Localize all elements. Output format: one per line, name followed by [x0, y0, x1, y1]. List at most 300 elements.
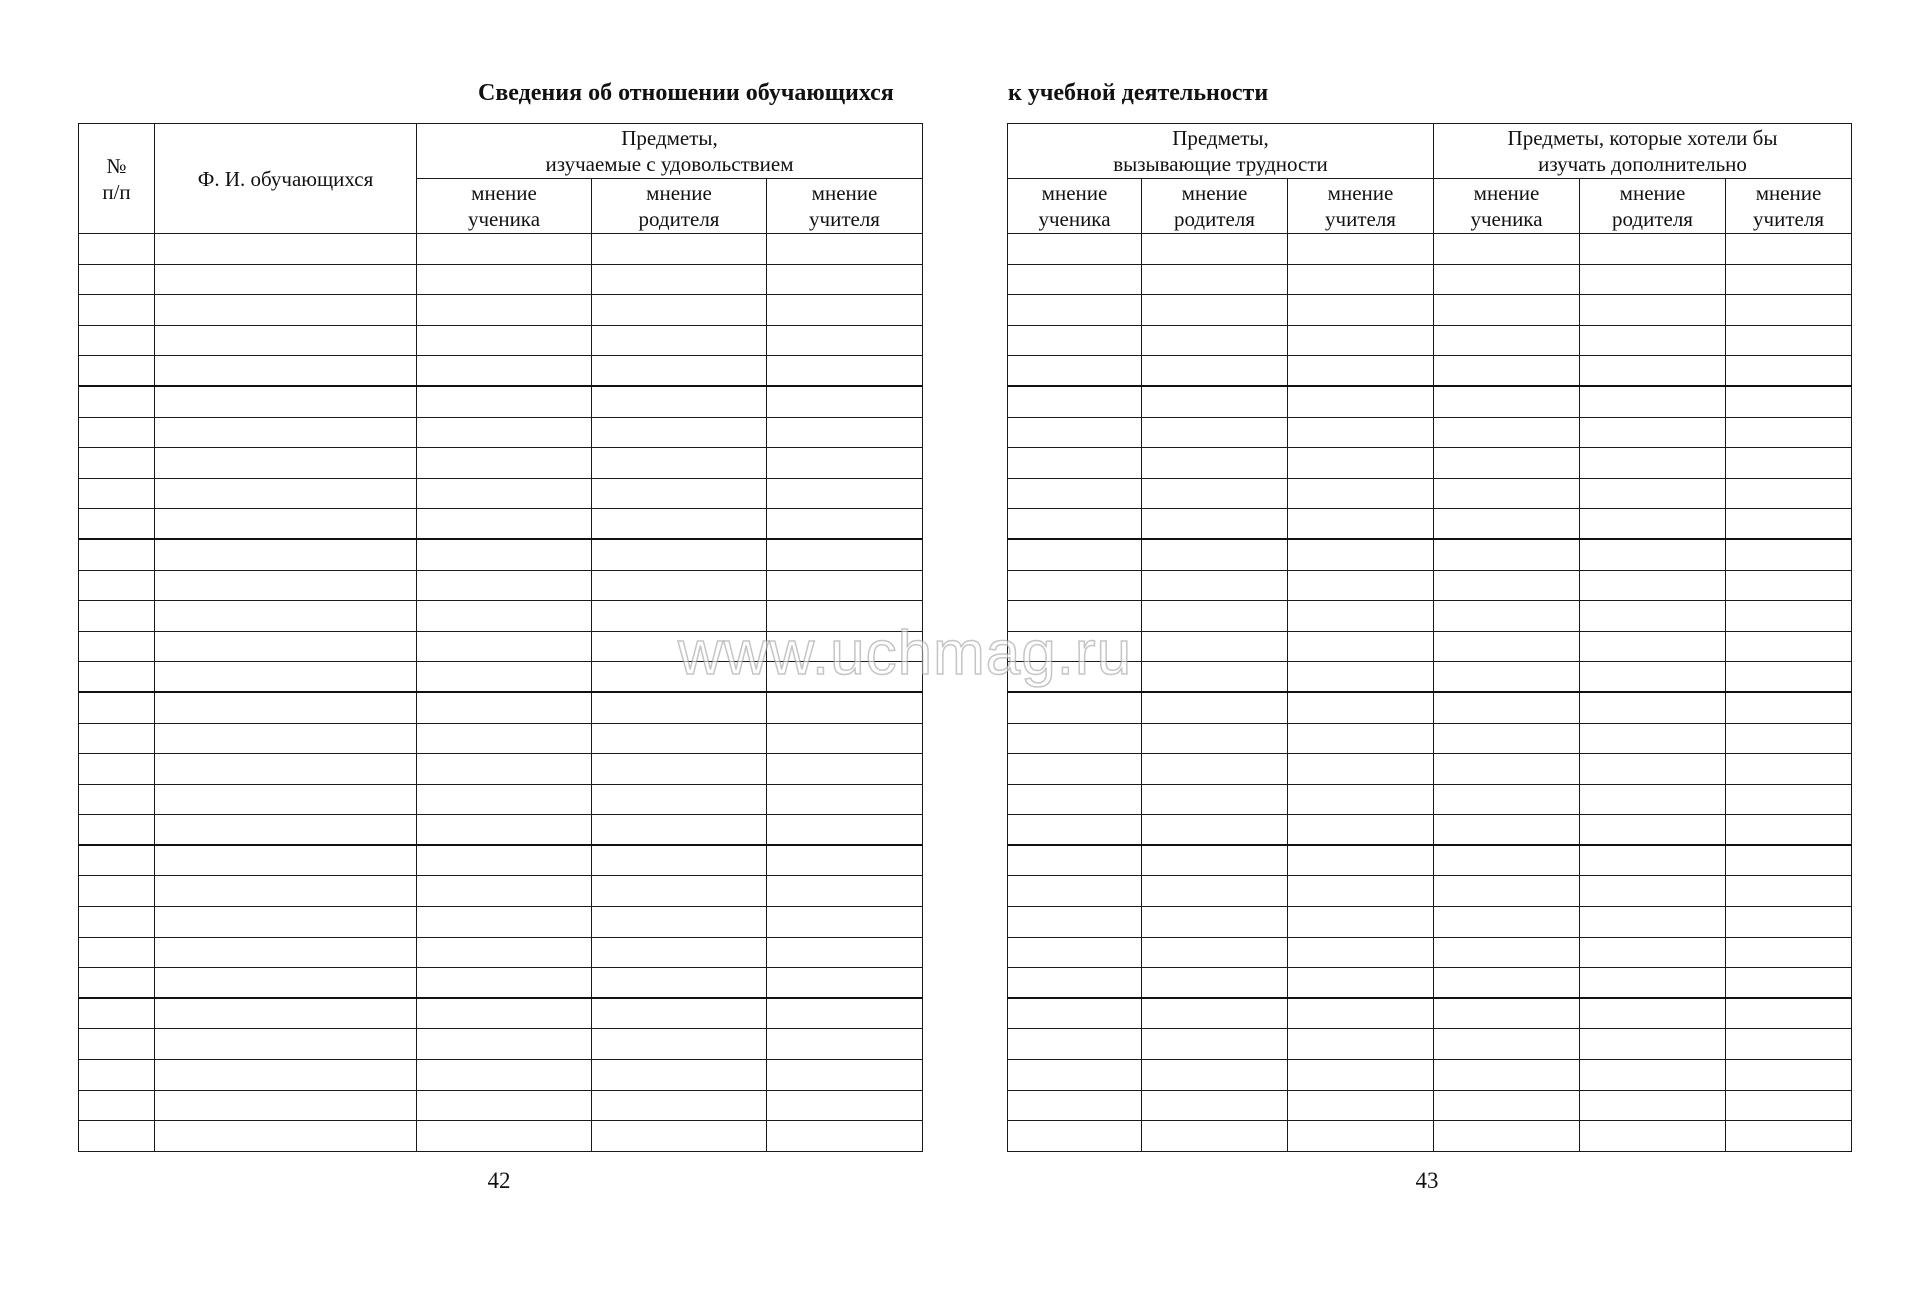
entry-cell[interactable]	[1726, 570, 1852, 601]
entry-cell[interactable]	[767, 570, 923, 601]
entry-cell[interactable]	[1726, 1090, 1852, 1121]
entry-cell[interactable]	[79, 509, 155, 540]
entry-cell[interactable]	[1008, 754, 1142, 785]
entry-cell[interactable]	[155, 570, 417, 601]
entry-cell[interactable]	[767, 386, 923, 417]
entry-cell[interactable]	[1580, 539, 1726, 570]
entry-cell[interactable]	[1288, 1090, 1434, 1121]
entry-cell[interactable]	[417, 478, 592, 509]
entry-cell[interactable]	[1726, 356, 1852, 387]
entry-cell[interactable]	[1434, 754, 1580, 785]
entry-cell[interactable]	[1008, 234, 1142, 265]
entry-cell[interactable]	[417, 1029, 592, 1060]
entry-cell[interactable]	[155, 325, 417, 356]
entry-cell[interactable]	[1726, 386, 1852, 417]
entry-cell[interactable]	[1288, 937, 1434, 968]
entry-cell[interactable]	[1726, 448, 1852, 479]
entry-cell[interactable]	[767, 631, 923, 662]
entry-cell[interactable]	[1434, 1121, 1580, 1152]
entry-cell[interactable]	[1008, 264, 1142, 295]
entry-cell[interactable]	[592, 662, 767, 693]
entry-cell[interactable]	[1434, 325, 1580, 356]
entry-cell[interactable]	[79, 876, 155, 907]
entry-cell[interactable]	[1008, 784, 1142, 815]
entry-cell[interactable]	[1142, 1121, 1288, 1152]
entry-cell[interactable]	[1726, 662, 1852, 693]
entry-cell[interactable]	[767, 264, 923, 295]
entry-cell[interactable]	[1008, 876, 1142, 907]
entry-cell[interactable]	[79, 234, 155, 265]
entry-cell[interactable]	[767, 692, 923, 723]
entry-cell[interactable]	[1142, 968, 1288, 999]
entry-cell[interactable]	[1142, 845, 1288, 876]
entry-cell[interactable]	[592, 356, 767, 387]
entry-cell[interactable]	[1434, 448, 1580, 479]
entry-cell[interactable]	[1142, 723, 1288, 754]
entry-cell[interactable]	[1580, 907, 1726, 938]
entry-cell[interactable]	[155, 1060, 417, 1091]
entry-cell[interactable]	[1008, 295, 1142, 326]
entry-cell[interactable]	[79, 907, 155, 938]
entry-cell[interactable]	[1008, 998, 1142, 1029]
entry-cell[interactable]	[1434, 539, 1580, 570]
entry-cell[interactable]	[1142, 417, 1288, 448]
entry-cell[interactable]	[417, 723, 592, 754]
entry-cell[interactable]	[1008, 325, 1142, 356]
entry-cell[interactable]	[79, 539, 155, 570]
entry-cell[interactable]	[767, 968, 923, 999]
entry-cell[interactable]	[155, 815, 417, 846]
entry-cell[interactable]	[155, 601, 417, 632]
entry-cell[interactable]	[417, 356, 592, 387]
entry-cell[interactable]	[1580, 570, 1726, 601]
entry-cell[interactable]	[592, 448, 767, 479]
entry-cell[interactable]	[767, 509, 923, 540]
entry-cell[interactable]	[1580, 448, 1726, 479]
entry-cell[interactable]	[767, 295, 923, 326]
entry-cell[interactable]	[1580, 356, 1726, 387]
entry-cell[interactable]	[592, 325, 767, 356]
entry-cell[interactable]	[767, 754, 923, 785]
entry-cell[interactable]	[1434, 295, 1580, 326]
entry-cell[interactable]	[1580, 264, 1726, 295]
entry-cell[interactable]	[1008, 448, 1142, 479]
entry-cell[interactable]	[592, 876, 767, 907]
entry-cell[interactable]	[155, 264, 417, 295]
entry-cell[interactable]	[155, 295, 417, 326]
entry-cell[interactable]	[1434, 1029, 1580, 1060]
entry-cell[interactable]	[592, 968, 767, 999]
entry-cell[interactable]	[1008, 845, 1142, 876]
entry-cell[interactable]	[1288, 1060, 1434, 1091]
entry-cell[interactable]	[1726, 1121, 1852, 1152]
entry-cell[interactable]	[767, 448, 923, 479]
entry-cell[interactable]	[79, 295, 155, 326]
entry-cell[interactable]	[1726, 784, 1852, 815]
entry-cell[interactable]	[1434, 631, 1580, 662]
entry-cell[interactable]	[1580, 937, 1726, 968]
entry-cell[interactable]	[1434, 570, 1580, 601]
entry-cell[interactable]	[592, 723, 767, 754]
entry-cell[interactable]	[592, 234, 767, 265]
entry-cell[interactable]	[417, 631, 592, 662]
entry-cell[interactable]	[1434, 907, 1580, 938]
entry-cell[interactable]	[1726, 478, 1852, 509]
entry-cell[interactable]	[1288, 692, 1434, 723]
entry-cell[interactable]	[767, 1029, 923, 1060]
entry-cell[interactable]	[1288, 662, 1434, 693]
entry-cell[interactable]	[1288, 234, 1434, 265]
entry-cell[interactable]	[767, 876, 923, 907]
entry-cell[interactable]	[1008, 1029, 1142, 1060]
entry-cell[interactable]	[1726, 539, 1852, 570]
entry-cell[interactable]	[1434, 937, 1580, 968]
entry-cell[interactable]	[1142, 234, 1288, 265]
entry-cell[interactable]	[79, 1060, 155, 1091]
entry-cell[interactable]	[1726, 325, 1852, 356]
entry-cell[interactable]	[1288, 815, 1434, 846]
entry-cell[interactable]	[1726, 968, 1852, 999]
entry-cell[interactable]	[1288, 631, 1434, 662]
entry-cell[interactable]	[1726, 937, 1852, 968]
entry-cell[interactable]	[417, 815, 592, 846]
entry-cell[interactable]	[1434, 234, 1580, 265]
entry-cell[interactable]	[79, 723, 155, 754]
entry-cell[interactable]	[1580, 784, 1726, 815]
entry-cell[interactable]	[1726, 815, 1852, 846]
entry-cell[interactable]	[592, 631, 767, 662]
entry-cell[interactable]	[1008, 937, 1142, 968]
entry-cell[interactable]	[767, 1090, 923, 1121]
entry-cell[interactable]	[155, 754, 417, 785]
entry-cell[interactable]	[1288, 1029, 1434, 1060]
entry-cell[interactable]	[592, 907, 767, 938]
entry-cell[interactable]	[1008, 1060, 1142, 1091]
entry-cell[interactable]	[1726, 876, 1852, 907]
entry-cell[interactable]	[155, 937, 417, 968]
entry-cell[interactable]	[79, 356, 155, 387]
entry-cell[interactable]	[1142, 448, 1288, 479]
entry-cell[interactable]	[1288, 478, 1434, 509]
entry-cell[interactable]	[1142, 1060, 1288, 1091]
entry-cell[interactable]	[1008, 539, 1142, 570]
entry-cell[interactable]	[79, 325, 155, 356]
entry-cell[interactable]	[1434, 509, 1580, 540]
entry-cell[interactable]	[1142, 386, 1288, 417]
entry-cell[interactable]	[1580, 692, 1726, 723]
entry-cell[interactable]	[1726, 234, 1852, 265]
entry-cell[interactable]	[79, 631, 155, 662]
entry-cell[interactable]	[155, 876, 417, 907]
entry-cell[interactable]	[1142, 754, 1288, 785]
entry-cell[interactable]	[155, 539, 417, 570]
entry-cell[interactable]	[79, 692, 155, 723]
entry-cell[interactable]	[417, 386, 592, 417]
entry-cell[interactable]	[1142, 692, 1288, 723]
entry-cell[interactable]	[1288, 723, 1434, 754]
entry-cell[interactable]	[1008, 356, 1142, 387]
entry-cell[interactable]	[1434, 386, 1580, 417]
entry-cell[interactable]	[1726, 631, 1852, 662]
entry-cell[interactable]	[592, 1029, 767, 1060]
entry-cell[interactable]	[1288, 264, 1434, 295]
entry-cell[interactable]	[1580, 631, 1726, 662]
entry-cell[interactable]	[1288, 907, 1434, 938]
entry-cell[interactable]	[592, 386, 767, 417]
entry-cell[interactable]	[79, 478, 155, 509]
entry-cell[interactable]	[1434, 417, 1580, 448]
entry-cell[interactable]	[592, 937, 767, 968]
entry-cell[interactable]	[1434, 1060, 1580, 1091]
entry-cell[interactable]	[1288, 570, 1434, 601]
entry-cell[interactable]	[1726, 601, 1852, 632]
entry-cell[interactable]	[155, 356, 417, 387]
entry-cell[interactable]	[592, 509, 767, 540]
entry-cell[interactable]	[1580, 815, 1726, 846]
entry-cell[interactable]	[79, 1029, 155, 1060]
entry-cell[interactable]	[1008, 386, 1142, 417]
entry-cell[interactable]	[155, 631, 417, 662]
entry-cell[interactable]	[1288, 998, 1434, 1029]
entry-cell[interactable]	[155, 998, 417, 1029]
entry-cell[interactable]	[1288, 325, 1434, 356]
entry-cell[interactable]	[1008, 1121, 1142, 1152]
entry-cell[interactable]	[417, 876, 592, 907]
entry-cell[interactable]	[1142, 815, 1288, 846]
entry-cell[interactable]	[1726, 417, 1852, 448]
entry-cell[interactable]	[767, 998, 923, 1029]
entry-cell[interactable]	[1580, 723, 1726, 754]
entry-cell[interactable]	[79, 417, 155, 448]
entry-cell[interactable]	[417, 662, 592, 693]
entry-cell[interactable]	[1726, 845, 1852, 876]
entry-cell[interactable]	[1008, 1090, 1142, 1121]
entry-cell[interactable]	[592, 754, 767, 785]
entry-cell[interactable]	[79, 386, 155, 417]
entry-cell[interactable]	[1580, 998, 1726, 1029]
entry-cell[interactable]	[1434, 692, 1580, 723]
entry-cell[interactable]	[1580, 478, 1726, 509]
entry-cell[interactable]	[767, 784, 923, 815]
entry-cell[interactable]	[1288, 968, 1434, 999]
entry-cell[interactable]	[767, 937, 923, 968]
entry-cell[interactable]	[79, 784, 155, 815]
entry-cell[interactable]	[767, 1121, 923, 1152]
entry-cell[interactable]	[1288, 448, 1434, 479]
entry-cell[interactable]	[1434, 845, 1580, 876]
entry-cell[interactable]	[417, 264, 592, 295]
entry-cell[interactable]	[1142, 1029, 1288, 1060]
entry-cell[interactable]	[155, 968, 417, 999]
entry-cell[interactable]	[417, 509, 592, 540]
entry-cell[interactable]	[1008, 478, 1142, 509]
entry-cell[interactable]	[1288, 845, 1434, 876]
entry-cell[interactable]	[1434, 876, 1580, 907]
entry-cell[interactable]	[1288, 876, 1434, 907]
entry-cell[interactable]	[1288, 601, 1434, 632]
entry-cell[interactable]	[417, 539, 592, 570]
entry-cell[interactable]	[592, 478, 767, 509]
entry-cell[interactable]	[1288, 417, 1434, 448]
entry-cell[interactable]	[79, 264, 155, 295]
entry-cell[interactable]	[155, 907, 417, 938]
entry-cell[interactable]	[155, 417, 417, 448]
entry-cell[interactable]	[1580, 1121, 1726, 1152]
entry-cell[interactable]	[1434, 662, 1580, 693]
entry-cell[interactable]	[767, 539, 923, 570]
entry-cell[interactable]	[79, 662, 155, 693]
entry-cell[interactable]	[592, 1060, 767, 1091]
entry-cell[interactable]	[1008, 907, 1142, 938]
entry-cell[interactable]	[592, 815, 767, 846]
entry-cell[interactable]	[767, 417, 923, 448]
entry-cell[interactable]	[1008, 631, 1142, 662]
entry-cell[interactable]	[417, 1121, 592, 1152]
entry-cell[interactable]	[155, 478, 417, 509]
entry-cell[interactable]	[1580, 1090, 1726, 1121]
entry-cell[interactable]	[1288, 1121, 1434, 1152]
entry-cell[interactable]	[1434, 478, 1580, 509]
entry-cell[interactable]	[1434, 998, 1580, 1029]
entry-cell[interactable]	[592, 539, 767, 570]
entry-cell[interactable]	[1580, 1029, 1726, 1060]
entry-cell[interactable]	[767, 601, 923, 632]
entry-cell[interactable]	[155, 784, 417, 815]
entry-cell[interactable]	[1726, 692, 1852, 723]
entry-cell[interactable]	[417, 325, 592, 356]
entry-cell[interactable]	[1726, 998, 1852, 1029]
entry-cell[interactable]	[1008, 662, 1142, 693]
entry-cell[interactable]	[767, 907, 923, 938]
entry-cell[interactable]	[592, 1121, 767, 1152]
entry-cell[interactable]	[592, 1090, 767, 1121]
entry-cell[interactable]	[767, 815, 923, 846]
entry-cell[interactable]	[767, 723, 923, 754]
entry-cell[interactable]	[1580, 968, 1726, 999]
entry-cell[interactable]	[1580, 662, 1726, 693]
entry-cell[interactable]	[1726, 295, 1852, 326]
entry-cell[interactable]	[155, 1090, 417, 1121]
entry-cell[interactable]	[155, 509, 417, 540]
entry-cell[interactable]	[1008, 570, 1142, 601]
entry-cell[interactable]	[155, 723, 417, 754]
entry-cell[interactable]	[592, 998, 767, 1029]
entry-cell[interactable]	[1580, 325, 1726, 356]
entry-cell[interactable]	[1434, 815, 1580, 846]
entry-cell[interactable]	[1008, 509, 1142, 540]
entry-cell[interactable]	[1434, 968, 1580, 999]
entry-cell[interactable]	[155, 234, 417, 265]
entry-cell[interactable]	[1434, 1090, 1580, 1121]
entry-cell[interactable]	[1008, 723, 1142, 754]
entry-cell[interactable]	[1726, 509, 1852, 540]
entry-cell[interactable]	[1580, 1060, 1726, 1091]
entry-cell[interactable]	[1580, 876, 1726, 907]
entry-cell[interactable]	[417, 692, 592, 723]
entry-cell[interactable]	[1434, 784, 1580, 815]
entry-cell[interactable]	[767, 234, 923, 265]
entry-cell[interactable]	[1142, 631, 1288, 662]
entry-cell[interactable]	[1580, 386, 1726, 417]
entry-cell[interactable]	[1142, 295, 1288, 326]
entry-cell[interactable]	[1142, 907, 1288, 938]
entry-cell[interactable]	[1142, 876, 1288, 907]
entry-cell[interactable]	[1726, 1029, 1852, 1060]
entry-cell[interactable]	[417, 234, 592, 265]
entry-cell[interactable]	[417, 968, 592, 999]
entry-cell[interactable]	[417, 570, 592, 601]
entry-cell[interactable]	[1142, 356, 1288, 387]
entry-cell[interactable]	[1580, 845, 1726, 876]
entry-cell[interactable]	[767, 845, 923, 876]
entry-cell[interactable]	[1142, 937, 1288, 968]
entry-cell[interactable]	[767, 662, 923, 693]
entry-cell[interactable]	[1142, 264, 1288, 295]
entry-cell[interactable]	[1288, 754, 1434, 785]
entry-cell[interactable]	[1434, 601, 1580, 632]
entry-cell[interactable]	[1726, 907, 1852, 938]
entry-cell[interactable]	[767, 356, 923, 387]
entry-cell[interactable]	[1726, 264, 1852, 295]
entry-cell[interactable]	[592, 784, 767, 815]
entry-cell[interactable]	[417, 448, 592, 479]
entry-cell[interactable]	[1580, 601, 1726, 632]
entry-cell[interactable]	[767, 325, 923, 356]
entry-cell[interactable]	[79, 570, 155, 601]
entry-cell[interactable]	[155, 1029, 417, 1060]
entry-cell[interactable]	[155, 1121, 417, 1152]
entry-cell[interactable]	[79, 1121, 155, 1152]
entry-cell[interactable]	[1288, 386, 1434, 417]
entry-cell[interactable]	[1142, 539, 1288, 570]
entry-cell[interactable]	[417, 998, 592, 1029]
entry-cell[interactable]	[1142, 1090, 1288, 1121]
entry-cell[interactable]	[1288, 539, 1434, 570]
entry-cell[interactable]	[417, 907, 592, 938]
entry-cell[interactable]	[417, 845, 592, 876]
entry-cell[interactable]	[1142, 325, 1288, 356]
entry-cell[interactable]	[1580, 234, 1726, 265]
entry-cell[interactable]	[1726, 754, 1852, 785]
entry-cell[interactable]	[1142, 570, 1288, 601]
entry-cell[interactable]	[1142, 478, 1288, 509]
entry-cell[interactable]	[1288, 295, 1434, 326]
entry-cell[interactable]	[1434, 723, 1580, 754]
entry-cell[interactable]	[1288, 509, 1434, 540]
entry-cell[interactable]	[79, 1090, 155, 1121]
entry-cell[interactable]	[79, 937, 155, 968]
entry-cell[interactable]	[417, 601, 592, 632]
entry-cell[interactable]	[592, 692, 767, 723]
entry-cell[interactable]	[1142, 509, 1288, 540]
entry-cell[interactable]	[417, 1090, 592, 1121]
entry-cell[interactable]	[155, 692, 417, 723]
entry-cell[interactable]	[1580, 295, 1726, 326]
entry-cell[interactable]	[592, 264, 767, 295]
entry-cell[interactable]	[1726, 1060, 1852, 1091]
entry-cell[interactable]	[1726, 723, 1852, 754]
entry-cell[interactable]	[1580, 754, 1726, 785]
entry-cell[interactable]	[79, 968, 155, 999]
entry-cell[interactable]	[1142, 601, 1288, 632]
entry-cell[interactable]	[592, 570, 767, 601]
entry-cell[interactable]	[1008, 968, 1142, 999]
entry-cell[interactable]	[1008, 417, 1142, 448]
entry-cell[interactable]	[79, 845, 155, 876]
entry-cell[interactable]	[592, 417, 767, 448]
entry-cell[interactable]	[417, 1060, 592, 1091]
entry-cell[interactable]	[417, 754, 592, 785]
